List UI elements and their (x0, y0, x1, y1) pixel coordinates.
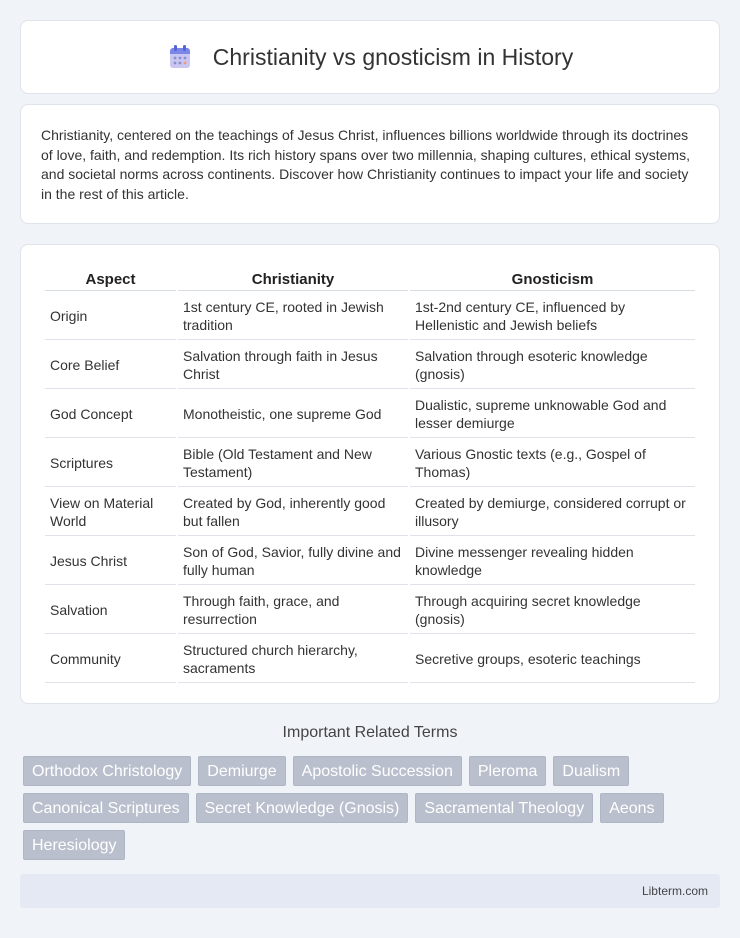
table-cell: Salvation through esoteric knowledge (gnosis) (410, 342, 695, 389)
comparison-table (43, 265, 697, 685)
term-tag[interactable]: Heresiology (23, 830, 125, 860)
term-tag[interactable]: Pleroma (469, 756, 547, 786)
related-terms-list (23, 756, 723, 867)
table-cell: Origin (45, 293, 176, 340)
term-tag[interactable]: Sacramental Theology (415, 793, 593, 823)
table-cell: Community (45, 636, 176, 683)
table-cell: Scriptures (45, 440, 176, 487)
table-cell: View on Material World (45, 489, 176, 536)
table-cell: 1st-2nd century CE, influenced by Hellenistic and Jewish beliefs (410, 293, 695, 340)
table-cell: Created by God, inherently good but fallen (178, 489, 408, 536)
table-cell: Secretive groups, esoteric teachings (410, 636, 695, 683)
table-row (45, 538, 695, 585)
table-cell: God Concept (45, 391, 176, 438)
header-card (20, 20, 720, 94)
table-cell: Various Gnostic texts (e.g., Gospel of Thomas) (410, 440, 695, 487)
table-row (45, 489, 695, 536)
related-terms-title: Important Related Terms (282, 724, 458, 741)
table-cell: Son of God, Savior, fully divine and fully human (178, 538, 408, 585)
table-row (45, 587, 695, 634)
page-title: Christianity vs gnosticism in History (212, 43, 574, 70)
table-cell: Structured church hierarchy, sacraments (178, 636, 408, 683)
column-header-aspect: Aspect (45, 267, 176, 291)
term-tag[interactable]: Canonical Scriptures (23, 793, 189, 823)
document-icon (167, 44, 193, 70)
table-cell: Monotheistic, one supreme God (178, 391, 408, 438)
footer-site-link[interactable]: Libterm.com (641, 884, 708, 898)
term-tag[interactable]: Aeons (600, 793, 663, 823)
table-cell: Created by demiurge, considered corrupt or illusory (410, 489, 695, 536)
column-header-christianity: Christianity (178, 267, 408, 291)
term-tag[interactable]: Secret Knowledge (Gnosis) (196, 793, 409, 823)
footer (20, 874, 720, 908)
table-cell: Salvation (45, 587, 176, 634)
table-header-row (45, 267, 695, 291)
table-row (45, 636, 695, 683)
term-tag[interactable]: Orthodox Christology (23, 756, 191, 786)
intro-paragraph: Christianity, centered on the teachings of Jesus Christ, influences billions worldwide through its doctrines of love, faith, and redemption. Its rich history spans over two millennia, shaping cultures, ethical systems, and societal norms across continents. Discover how Christianity continues to impact your life and society in the rest of this article. (41, 127, 690, 202)
intro-card (20, 104, 720, 224)
term-tag[interactable]: Dualism (553, 756, 629, 786)
table-cell: Divine messenger revealing hidden knowledge (410, 538, 695, 585)
column-header-gnosticism: Gnosticism (410, 267, 695, 291)
table-cell: Dualistic, supreme unknowable God and lesser demiurge (410, 391, 695, 438)
table-cell: Salvation through faith in Jesus Christ (178, 342, 408, 389)
table-cell: Core Belief (45, 342, 176, 389)
table-cell: 1st century CE, rooted in Jewish tradition (178, 293, 408, 340)
table-cell: Through acquiring secret knowledge (gnosis) (410, 587, 695, 634)
term-tag[interactable]: Demiurge (198, 756, 285, 786)
table-row (45, 342, 695, 389)
table-cell: Jesus Christ (45, 538, 176, 585)
table-row (45, 293, 695, 340)
table-cell: Bible (Old Testament and New Testament) (178, 440, 408, 487)
comparison-table-card (20, 244, 720, 704)
table-row (45, 391, 695, 438)
table-row (45, 440, 695, 487)
table-cell: Through faith, grace, and resurrection (178, 587, 408, 634)
term-tag[interactable]: Apostolic Succession (293, 756, 462, 786)
